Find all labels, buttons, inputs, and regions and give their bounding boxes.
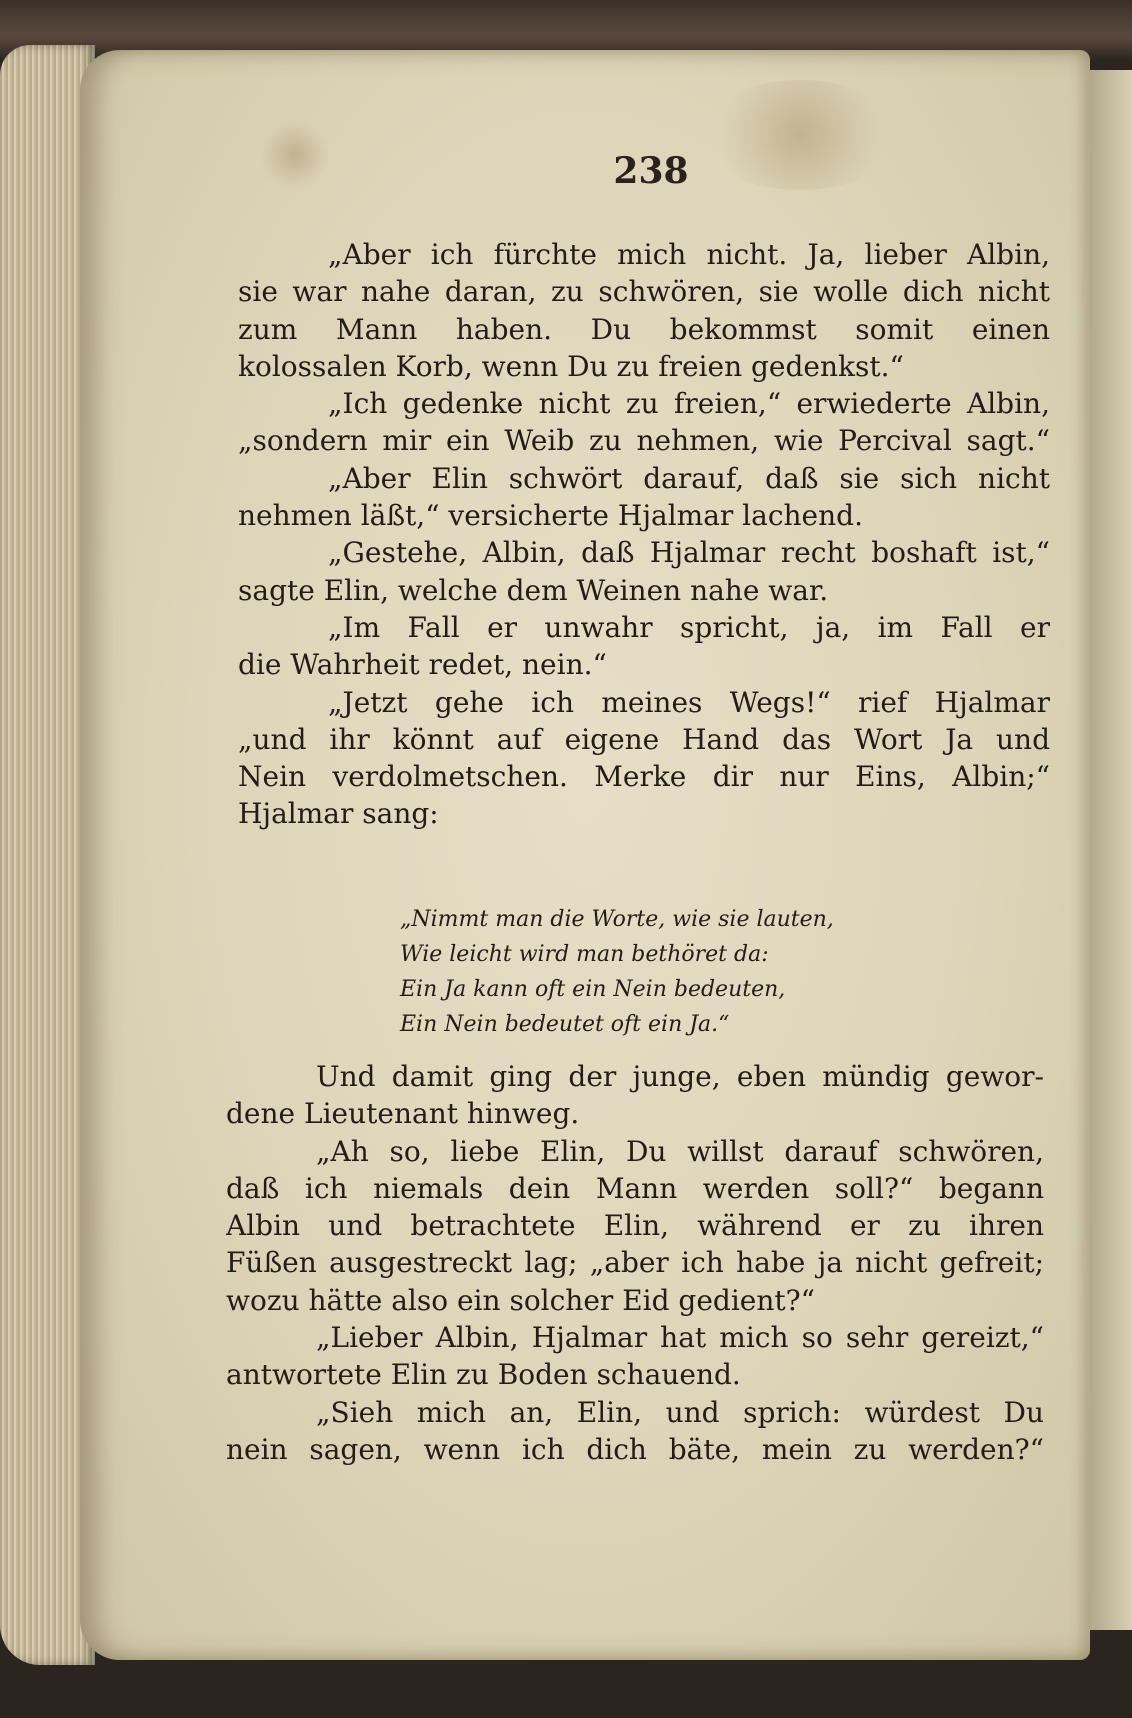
- text-line: „Ich gedenke nicht zu freien,“ erwiederte Albin,: [328, 387, 1050, 421]
- text-line: „sondern mir ein Weib zu nehmen, wie Percival sagt.“: [238, 424, 1050, 458]
- prose-block-bottom: [226, 1058, 1044, 1468]
- text-line: „Aber Elin schwört darauf, daß sie sich nicht: [328, 461, 1050, 495]
- text-line: „Ah so, liebe Elin, Du willst darauf schwören,: [316, 1134, 1044, 1168]
- text-line: dene Lieutenant hinweg.: [226, 1097, 580, 1131]
- text-line: Nein verdolmetschen. Merke dir nur Eins, Albin;“: [238, 760, 1050, 794]
- text-line: daß ich niemals dein Mann werden soll?“ begann: [226, 1171, 1044, 1205]
- text-line: „Sieh mich an, Elin, und sprich: würdest Du: [316, 1395, 1044, 1429]
- text-line: „Aber ich fürchte mich nicht. Ja, lieber Albin,: [328, 238, 1050, 271]
- text-line: nein sagen, wenn ich dich bäte, mein zu werden?“: [226, 1432, 1044, 1466]
- text-line: Füßen ausgestreckt lag; „aber ich habe ja nicht gefreit;: [226, 1246, 1044, 1280]
- verse-line: Ein Ja kann oft ein Nein bedeuten,: [400, 977, 786, 1002]
- text-line: kolossalen Korb, wenn Du zu freien gedenkst.“: [238, 349, 904, 383]
- text-line: zum Mann haben. Du bekommst somit einen: [238, 312, 1050, 346]
- prose-block-top: [238, 236, 1050, 833]
- text-line: die Wahrheit redet, nein.“: [238, 648, 607, 682]
- verse-line: „Nimmt man die Worte, wie sie lauten,: [400, 907, 834, 932]
- page-number: 238: [613, 150, 689, 192]
- text-line: wozu hätte also ein solcher Eid gedient?“: [226, 1283, 815, 1317]
- text-line: Und damit ging der junge, eben mündig gewor-: [316, 1060, 1044, 1093]
- text-line: Hjalmar sang:: [238, 797, 439, 831]
- text-line: sie war nahe daran, zu schwören, sie wolle dich nicht: [238, 275, 1050, 309]
- text-line: Albin und betrachtete Elin, während er zu ihren: [226, 1209, 1044, 1243]
- text-line: „Im Fall er unwahr spricht, ja, im Fall er: [328, 610, 1050, 644]
- verse-line: Wie leicht wird man bethöret da:: [400, 942, 769, 967]
- text-line: „Gestehe, Albin, daß Hjalmar recht boshaft ist,“: [328, 536, 1050, 570]
- text-line: „und ihr könnt auf eigene Hand das Wort Ja und: [238, 722, 1050, 756]
- text-line: sagte Elin, welche dem Weinen nahe war.: [238, 573, 829, 607]
- text-line: „Jetzt gehe ich meines Wegs!“ rief Hjalmar: [328, 685, 1050, 719]
- text-line: nehmen läßt,“ versicherte Hjalmar lachend.: [238, 499, 863, 533]
- verse-line: Ein Nein bedeutet oft ein Ja.“: [400, 1012, 730, 1037]
- text-line: antwortete Elin zu Boden schauend.: [226, 1358, 741, 1392]
- verse-block: [400, 902, 920, 1042]
- text-line: „Lieber Albin, Hjalmar hat mich so sehr gereizt,“: [316, 1321, 1044, 1355]
